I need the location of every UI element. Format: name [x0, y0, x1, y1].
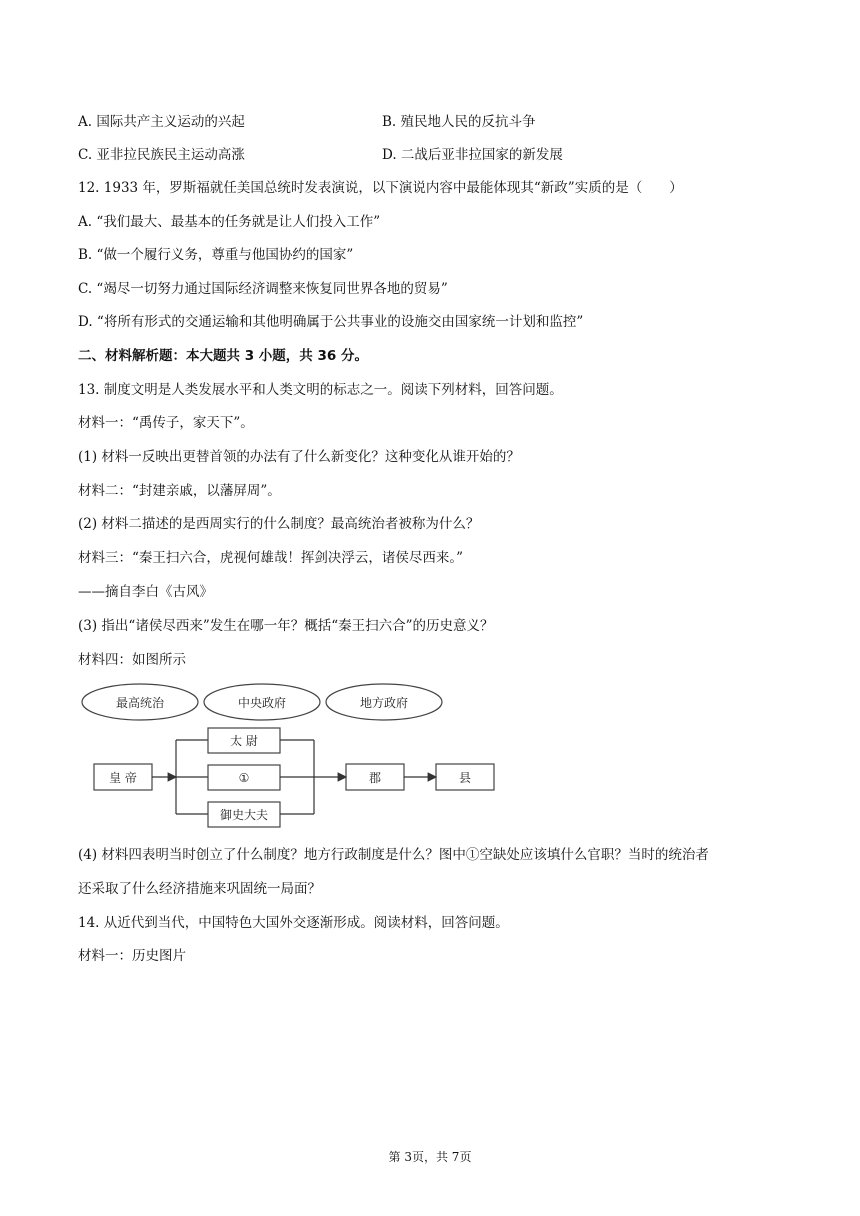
q13-subquestion-4-line-1: (4) 材料四表明当时创立了什么制度？地方行政制度是什么？图中①空缺处应该填什么官职？当时的统治者 — [78, 847, 709, 863]
box-taiwei — [208, 728, 280, 753]
label-emperor: 皇 帝 — [109, 771, 137, 785]
label-yushi: 御史大夫 — [219, 808, 269, 822]
q13-material-1: 材料一：“禹传子，家天下”。 — [78, 415, 254, 431]
q13-material-3-source: ——摘自李白《古风》 — [78, 584, 213, 600]
q12-option-d: D. “将所有形式的交通运输和其他明确属于公共事业的设施交由国家统一计划和监控” — [78, 314, 584, 330]
q12-stem: 12. 1933 年，罗斯福就任美国总统时发表演说，以下演说内容中最能体现其“新政”实质的是（ ） — [78, 180, 683, 196]
box-yushi — [208, 802, 280, 827]
q11-option-c: C. 亚非拉民族民主运动高涨 — [78, 147, 245, 163]
q11-option-d: D. 二战后亚非拉国家的新发展 — [382, 147, 563, 163]
page-footer: 第 3页，共 7页 — [388, 1150, 472, 1164]
q13-material-2: 材料二：“封建亲戚，以藩屏周”。 — [78, 483, 281, 499]
label-central: 中央政府 — [237, 696, 287, 710]
q13-material-4: 材料四：如图所示 — [78, 652, 186, 668]
label-taiwei: 太 尉 — [230, 734, 258, 748]
label-jun: 郡 — [368, 771, 382, 785]
label-xian: 县 — [458, 771, 472, 785]
government-structure-diagram — [78, 680, 508, 830]
q11-option-a: A. 国际共产主义运动的兴起 — [78, 114, 245, 130]
label-local: 地方政府 — [359, 696, 409, 710]
box-xian — [436, 764, 494, 790]
ellipse-local — [326, 684, 442, 720]
label-supreme: 最高统治 — [115, 696, 165, 710]
q11-option-b: B. 殖民地人民的反抗斗争 — [382, 114, 536, 130]
ellipse-central — [204, 684, 320, 720]
q13-subquestion-3: (3) 指出“诸侯尽西来”发生在哪一年？概括“秦王扫六合”的历史意义？ — [78, 618, 494, 634]
q13-stem: 13. 制度文明是人类发展水平和人类文明的标志之一。阅读下列材料，回答问题。 — [78, 382, 563, 398]
ellipse-supreme — [82, 684, 198, 720]
box-emperor — [94, 764, 152, 790]
q14-stem: 14. 从近代到当代，中国特色大国外交逐渐形成。阅读材料，回答问题。 — [78, 915, 509, 931]
label-blank: ① — [238, 771, 250, 785]
q14-material-1: 材料一：历史图片 — [78, 948, 186, 964]
q12-option-b: B. “做一个履行义务，尊重与他国协约的国家” — [78, 247, 354, 263]
section-heading: 二、材料解析题：本大题共 3 小题，共 36 分。 — [78, 348, 368, 364]
q12-option-a: A. “我们最大、最基本的任务就是让人们投入工作” — [78, 214, 381, 230]
box-jun — [346, 764, 404, 790]
q13-material-3: 材料三：“秦王扫六合，虎视何雄哉！挥剑决浮云，诸侯尽西来。” — [78, 550, 464, 566]
q13-subquestion-4-line-2: 还采取了什么经济措施来巩固统一局面？ — [78, 881, 321, 897]
box-blank — [208, 765, 280, 790]
q13-subquestion-1: (1) 材料一反映出更替首领的办法有了什么新变化？这种变化从谁开始的？ — [78, 449, 520, 465]
q13-subquestion-2: (2) 材料二描述的是西周实行的什么制度？最高统治者被称为什么？ — [78, 516, 480, 532]
q12-option-c: C. “竭尽一切努力通过国际经济调整来恢复同世界各地的贸易” — [78, 281, 448, 297]
